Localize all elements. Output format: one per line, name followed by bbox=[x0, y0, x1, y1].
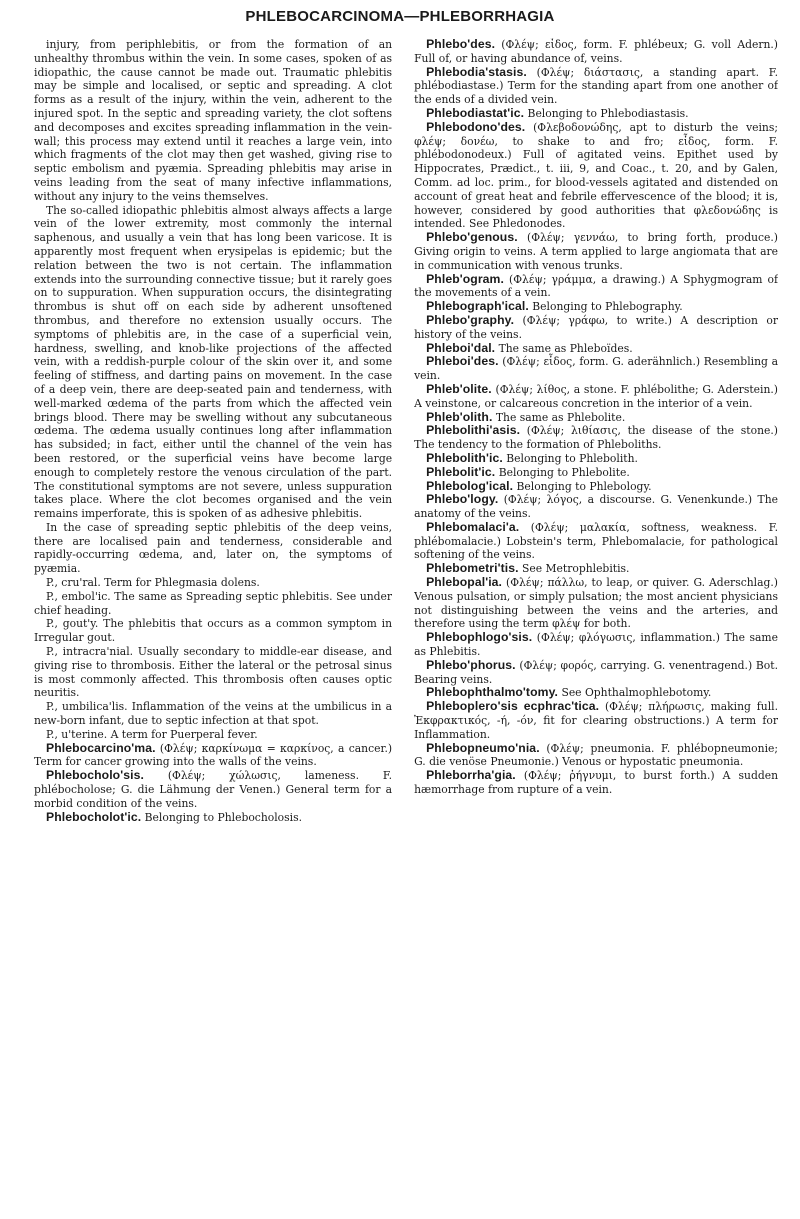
paragraph: In the case of spreading septic phlebitis of the deep veins, there are localised pain and tenderness, considerable and rapidly-occurring œdema, and, later on, the symptoms of pyæmia. bbox=[34, 520, 393, 576]
dictionary-entry: Phlebolog'ical. Belonging to Phlebology. bbox=[426, 478, 652, 493]
dictionary-entry: Phlebolit'ic. Belonging to Phlebolite. bbox=[426, 464, 630, 479]
dictionary-entry: Phlebocarcino'ma. (Φλέψ; καρκίνωμα = καρκίνος, a cancer.) Term for cancer growing into the walls of the veins. bbox=[34, 740, 393, 769]
dictionary-entry: Phlebophlogo'sis. (Φλέψ; φλόγωσις, inflammation.) The same as Phlebitis. bbox=[414, 630, 778, 659]
paragraph: injury, from periphlebitis, or from the formation of an unhealthy thrombus within the vein. In some cases, spoken of as idiopathic, the cause cannot be made out. Traumatic phlebitis may be simple and localised, or septic and spreading. A clot forms as a result of the injury, within the vein, adherent to the injured spot. In the septic and spreading variety, the clot softens and decomposes and excites spreading inflammation in the vein-wall; this process may extend until it reaches a large vein, into which fragments of the clot may then get washed, giving rise to septic embolism and pyæmia. Spreading phlebitis may arise in veins leading from the seat of many infective inflammations, without any injury to the veins themselves. bbox=[34, 38, 393, 203]
dictionary-entry: Phlebo'logy. (Φλέψ; λόγος, a discourse. G. Venenkunde.) The anatomy of the veins. bbox=[414, 492, 778, 521]
right-column bbox=[414, 38, 778, 1213]
entry-headword: Phlebophlogo'sis. bbox=[426, 630, 533, 645]
entry-headword: Phleb'ogram. bbox=[426, 271, 504, 286]
entry-headword: Phlebograph'ical. bbox=[426, 299, 529, 314]
entry-headword: Phlebodono'des. bbox=[426, 119, 526, 134]
entry-headword: Phlebocarcino'ma. bbox=[46, 740, 156, 755]
entry-headword: Phlebopneumo'nia. bbox=[426, 740, 540, 755]
left-column bbox=[34, 38, 392, 1213]
entry-headword: Phlebometri'tis. bbox=[426, 561, 519, 576]
entry-headword: Phlebolog'ical. bbox=[426, 478, 514, 493]
entry-headword: Phlebolith'ic. bbox=[426, 450, 503, 465]
entry-headword: Phleboi'des. bbox=[426, 354, 499, 369]
entry-headword: Phlebocholo'sis. bbox=[46, 768, 144, 783]
entry-headword: Phlebocholot'ic. bbox=[46, 809, 142, 824]
dictionary-entry: Phlebodiastat'ic. Belonging to Phlebodiastasis. bbox=[426, 105, 689, 120]
dictionary-entry: Phlebophthalmo'tomy. See Ophthalmophlebotomy. bbox=[426, 685, 712, 700]
dictionary-entry: Phleboi'dal. The same as Phleboïdes. bbox=[426, 340, 633, 355]
entry-headword: Phlebophthalmo'tomy. bbox=[426, 685, 559, 700]
entry-headword: Phlebodiastat'ic. bbox=[426, 105, 525, 120]
entry-headword: Phleboplero'sis ecphrac'tica. bbox=[426, 699, 600, 714]
paragraph: The so-called idiopathic phlebitis almost always affects a large vein of the lower extremity, most commonly the internal saphenous, and usually a vein that has long been varicose. It is apparently most frequent when erysipelas is epidemic; but the relation between the two is not certain. The inflammation extends into the surrounding connective tissue; but it rarely goes on to suppuration. When suppuration occurs, the disintegrating thrombus is shut off on each side by adherent unsoftened thrombus, and therefore no extension usually occurs. The symptoms of phlebitis are, in the case of a superficial vein, hardness, swelling, and knob-like projections of the affected vein, with a reddish-purple colour of the skin over it, and some feeling of stiffness, and darting pains on movement. In the case of a deep vein, there are deep-seated pain and tenderness, with well-marked œdema of the parts from which the affected vein brings blood. There may be swelling without any subcutaneous œdema. The œdema usually continues long after inflammation has subsided; in fact, either until the channel of the vein has been restored, or the superficial veins have become large enough to completely restore the venous circulation of the part. The constitutional symptoms are not severe, unless suppuration takes place. Where the clot becomes organised and the vein remains imperforate, this is spoken of as adhesive phlebitis. bbox=[34, 203, 393, 521]
dictionary-entry: Phlebo'graphy. (Φλέψ; γράφω, to write.) A description or history of the veins. bbox=[414, 312, 778, 341]
entry-headword: Phlebo'des. bbox=[426, 38, 496, 51]
entry-headword: Phlebolit'ic. bbox=[426, 464, 496, 479]
dictionary-entry: Phleborrha'gia. (Φλέψ; ῥήγνυμι, to burst forth.) A sudden hæmorrhage from rupture of a vein. bbox=[414, 768, 778, 797]
dictionary-entry: P., gout'y. The phlebitis that occurs as a common symptom in Irregular gout. bbox=[34, 617, 393, 645]
dictionary-entry: Phlebodia'stasis. (Φλέψ; διάστασις, a standing apart. F. phlébodiastase.) Term for the standing apart from one another of the ends of a divided vein. bbox=[414, 64, 778, 107]
dictionary-entry: Phleboi'des. (Φλέψ; εἶδος, form. G. aderähnlich.) Resembling a vein. bbox=[414, 354, 778, 383]
entry-headword: Phlebomalaci'a. bbox=[426, 519, 520, 534]
dictionary-entry: Phlebocholot'ic. Belonging to Phlebocholosis. bbox=[46, 809, 303, 824]
dictionary-entry: Phlebopal'ia. (Φλέψ; πάλλω, to leap, or quiver. G. Aderschlag.) Venous pulsation, or simply pulsation; the most ancient physicians not distinguishing between the veins and the arteries, and therefore using the term φλέψ for both. bbox=[414, 575, 778, 631]
dictionary-entry: Phlebo'genous. (Φλέψ; γεννάω, to bring forth, produce.) Giving origin to veins. A term applied to large angiomata that are in communication with venous trunks. bbox=[414, 230, 778, 272]
dictionary-entry: Phlebo'des. (Φλέψ; εἶδος, form. F. phlébeux; G. voll Adern.) Full of, or having abundance of, veins. bbox=[414, 38, 778, 65]
text-columns bbox=[34, 38, 778, 1213]
dictionary-entry: P., u'terine. A term for Puerperal fever. bbox=[46, 727, 258, 741]
dictionary-entry: Phlebometri'tis. See Metrophlebitis. bbox=[426, 561, 630, 576]
entry-headword: Phlebodia'stasis. bbox=[426, 64, 527, 79]
dictionary-entry: Phlebolithi'asis. (Φλέψ; λιθίασις, the disease of the stone.) The tendency to the formation of Phleboliths. bbox=[414, 423, 778, 452]
entry-headword: Phlebo'phorus. bbox=[426, 657, 516, 672]
dictionary-entry: Phlebodono'des. (Φλεβοδονώδης, apt to disturb the veins; φλέψ; δονέω, to shake to and fro; εἶδος, form. F. phlébodonodeux.) Full of agitated veins. Epithet used by Hippocrates, Prædict., t. iii, 9, and Coac., t. 20, and by Galen, Comm. ad loc. prim., for blood-vessels agitated and distended on account of great heat and febrile effervescence of the blood; it is, however, considered by good authorities that φλεδονώδης is intended. See Phledonodes. bbox=[414, 119, 778, 231]
dictionary-entry: Phlebolith'ic. Belonging to Phlebolith. bbox=[426, 450, 638, 465]
entry-headword: Phleboi'dal. bbox=[426, 340, 496, 355]
dictionary-entry: Phlebocholo'sis. (Φλέψ; χώλωσις, lameness. F. phlébocholose; G. die Lähmung der Venen.) General term for a morbid condition of the veins. bbox=[34, 768, 393, 810]
dictionary-entry: P., embol'ic. The same as Spreading septic phlebitis. See under chief heading. bbox=[34, 589, 393, 617]
dictionary-entry: Phleb'olite. (Φλέψ; λίθος, a stone. F. phlébolithe; G. Aderstein.) A veinstone, or calcareous concretion in the interior of a vein. bbox=[414, 381, 778, 410]
dictionary-entry: Phleboplero'sis ecphrac'tica. (Φλέψ; πλήρωσις, making full. Ἐκφρακτικός, -ή, -όν, fit for clearing obstructions.) A term for Inflammation. bbox=[414, 699, 778, 741]
dictionary-entry: Phleb'ogram. (Φλέψ; γράμμα, a drawing.) A Sphygmogram of the movements of a vein. bbox=[414, 271, 778, 300]
entry-headword: Phleb'olith. bbox=[426, 409, 493, 424]
running-head: PHLEBOCARCINOMA—PHLEBORRHAGIA bbox=[245, 8, 555, 25]
dictionary-entry: Phlebopneumo'nia. (Φλέψ; pneumonia. F. phlébopneumonie; G. die venöse Pneumonie.) Venous or hypostatic pneumonia. bbox=[414, 740, 778, 769]
entry-headword: Phlebo'logy. bbox=[426, 492, 499, 507]
dictionary-entry: Phleb'olith. The same as Phlebolite. bbox=[426, 409, 626, 424]
entry-headword: Phlebopal'ia. bbox=[426, 575, 503, 590]
dictionary-entry: Phlebograph'ical. Belonging to Phlebography. bbox=[426, 299, 683, 314]
dictionary-entry: P., cru'ral. Term for Phlegmasia dolens. bbox=[46, 576, 260, 590]
entry-headword: Phlebo'graphy. bbox=[426, 312, 515, 327]
dictionary-entry: Phlebomalaci'a. (Φλέψ; μαλακία, softness, weakness. F. phlébomalacie.) Lobstein's term, Phlebomalacie, for pathological softening of the veins. bbox=[414, 519, 778, 562]
dictionary-entry: P., umbilica'lis. Inflammation of the veins at the umbilicus in a new-born infant, due to septic infection at that spot. bbox=[34, 700, 393, 728]
entry-headword: Phleb'olite. bbox=[426, 381, 492, 396]
entry-headword: Phlebolithi'asis. bbox=[426, 423, 521, 438]
entry-headword: Phleborrha'gia. bbox=[426, 768, 516, 783]
dictionary-entry: Phlebo'phorus. (Φλέψ; φορός, carrying. G. venentragend.) Bot. Bearing veins. bbox=[414, 657, 778, 686]
entry-headword: Phlebo'genous. bbox=[426, 230, 518, 245]
dictionary-entry: P., intracra'nial. Usually secondary to middle-ear disease, and giving rise to thrombosis. Either the lateral or the petrosal sinus is most commonly affected. This thrombosis often causes optic neuritis. bbox=[34, 645, 393, 700]
